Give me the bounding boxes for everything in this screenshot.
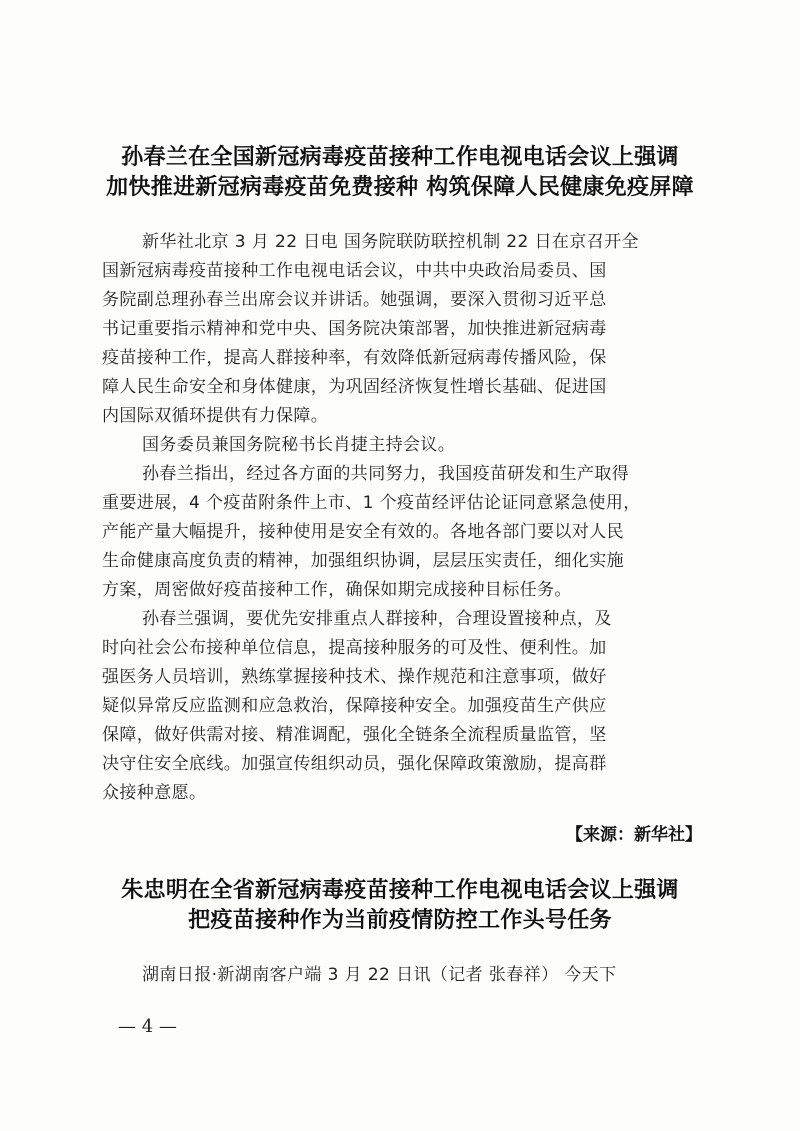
- paragraph-line: 湖南日报·新湖南客户端 3 月 22 日讯（记者 张春祥） 今天下: [142, 965, 617, 985]
- source-attribution: 【来源：新华社】: [566, 825, 702, 845]
- paragraph-line: 重要进展，4 个疫苗附条件上市、1 个疫苗经评估论证同意紧急使用，: [102, 493, 641, 513]
- page-number: — 4 —: [118, 1016, 177, 1037]
- title-line: 朱忠明在全省新冠病毒疫苗接种工作电视电话会议上强调: [121, 877, 679, 903]
- paragraph-line: 产能产量大幅提升，接种使用是安全有效的。各地各部门要以对人民: [102, 522, 624, 542]
- paragraph-line: 孙春兰指出，经过各方面的共同努力，我国疫苗研发和生产取得: [142, 464, 630, 484]
- paragraph-line: 内国际双循环提供有力保障。: [102, 406, 329, 426]
- paragraph-line: 众接种意愿。: [102, 783, 207, 803]
- article-title: [80, 142, 720, 202]
- paragraph-line: 书记重要指示精神和党中央、国务院决策部署，加快推进新冠病毒: [102, 319, 607, 339]
- paragraph-line: 决守住安全底线。加强宣传组织动员，强化保障政策激励，提高群: [102, 754, 607, 774]
- paragraph-line: 疫苗接种工作，提高人群接种率，有效降低新冠病毒传播风险，保: [102, 348, 607, 368]
- title-line: 加快推进新冠病毒疫苗免费接种 构筑保障人民健康免疫屏障: [106, 174, 694, 200]
- article-title: [80, 875, 720, 935]
- paragraph-line: 疑似异常反应监测和应急救治，保障接种安全。加强疫苗生产供应: [102, 696, 607, 716]
- paragraph-line: 新华社北京 3 月 22 日电 国务院联防联控机制 22 日在京召开全: [142, 232, 639, 252]
- paragraph-line: 保障，做好供需对接、精准调配，强化全链条全流程质量监管，坚: [102, 725, 607, 745]
- paragraph-line: 生命健康高度负责的精神，加强组织协调，层层压实责任，细化实施: [102, 551, 624, 571]
- paragraph-line: 方案，周密做好疫苗接种工作，确保如期完成接种目标任务。: [102, 580, 572, 600]
- paragraph-line: 强医务人员培训，熟练掌握接种技术、操作规范和注意事项，做好: [102, 667, 607, 687]
- title-line: 把疫苗接种作为当前疫情防控工作头号任务: [188, 907, 612, 933]
- paragraph-line: 孙春兰强调，要优先安排重点人群接种，合理设置接种点，及: [142, 609, 612, 629]
- paragraph-line: 务院副总理孙春兰出席会议并讲话。她强调，要深入贯彻习近平总: [102, 290, 607, 310]
- paragraph-line: 障人民生命安全和身体健康，为巩固经济恢复性增长基础、促进国: [102, 377, 607, 397]
- paragraph-line: 国新冠病毒疫苗接种工作电视电话会议，中共中央政治局委员、国: [102, 261, 607, 281]
- article-body: [102, 963, 698, 993]
- paragraph-line: 国务委员兼国务院秘书长肖捷主持会议。: [142, 435, 456, 455]
- title-line: 孙春兰在全国新冠病毒疫苗接种工作电视电话会议上强调: [121, 144, 679, 170]
- paragraph-line: 时向社会公布接种单位信息，提高接种服务的可及性、便利性。加: [102, 638, 607, 658]
- article-body: [102, 230, 698, 803]
